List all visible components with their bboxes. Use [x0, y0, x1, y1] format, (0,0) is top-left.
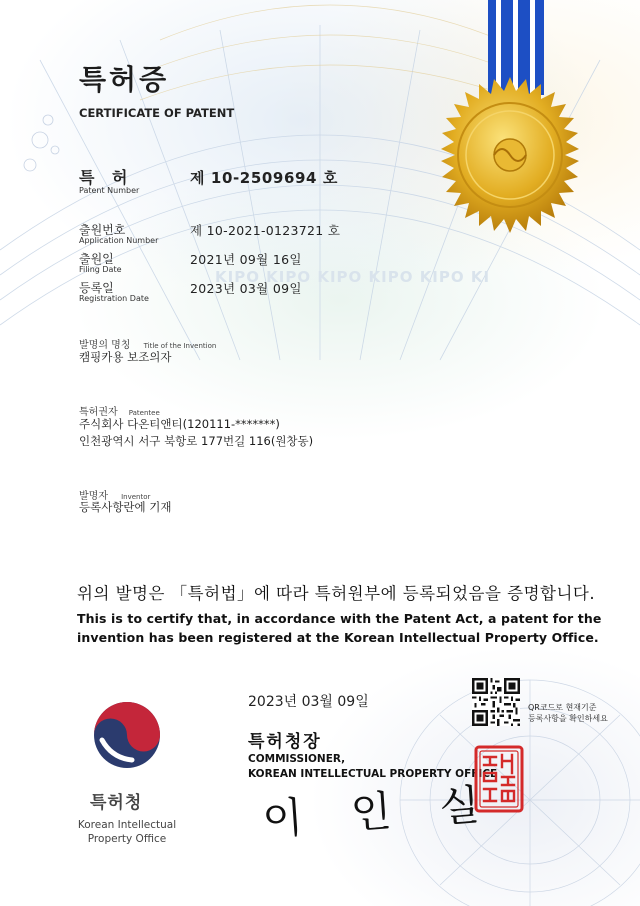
patent-number-value: 제 10-2509694 호 — [190, 169, 338, 187]
application-number-label: 출원번호 — [79, 223, 126, 237]
patent-number-label-en: Patent Number — [79, 186, 140, 195]
gold-seal-icon — [430, 75, 590, 235]
issue-date: 2023년 03월 09일 — [248, 694, 369, 710]
patent-number-label: 특 허 — [79, 168, 134, 187]
office-name-en-line2: Property Office — [87, 833, 167, 845]
patentee-label: 특허권자 — [79, 407, 118, 418]
commissioner-title-ko: 특허청장 — [248, 732, 322, 752]
commissioner-title-en-line1: COMMISSIONER, — [248, 753, 346, 765]
filing-date-value: 2021년 09월 16일 — [190, 252, 302, 267]
filing-date-label: 출원일 — [79, 252, 114, 266]
certificate-subtitle: CERTIFICATE OF PATENT — [79, 106, 235, 120]
invention-title: 캠핑카용 보조의자 — [79, 350, 172, 364]
office-name-ko: 특허청 — [90, 793, 143, 813]
registration-date-label: 등록일 — [79, 281, 114, 295]
kipo-logo-icon — [92, 700, 162, 770]
registration-date-value: 2023년 03월 09일 — [190, 281, 302, 296]
certificate-title: 특허증 — [79, 63, 170, 96]
inventor-value: 등록사항란에 기재 — [79, 500, 172, 514]
certification-text-en-line1: This is to certify that, in accordance with the Patent Act, a patent for the — [77, 611, 602, 626]
signature: 이인실 — [260, 776, 530, 845]
invention-label: 발명의 명칭 — [79, 340, 131, 351]
certification-text-ko: 위의 발명은 「특허법」에 따라 특허원부에 등록되었음을 증명합니다. — [77, 584, 596, 603]
patentee-address: 인천광역시 서구 북항로 177번길 116(원창동) — [79, 434, 314, 448]
commissioner-title-en-line2: KOREAN INTELLECTUAL PROPERTY OFFICE — [248, 768, 498, 780]
invention-label-en: Title of the Invention — [143, 342, 217, 350]
filing-date-label-en: Filing Date — [79, 265, 122, 274]
application-number-value: 제 10-2021-0123721 호 — [190, 223, 341, 238]
qr-note-line1: QR코드로 현재기준 — [528, 703, 597, 712]
registration-date-label-en: Registration Date — [79, 294, 149, 303]
qr-note-line2: 등록사항을 확인하세요 — [528, 714, 608, 723]
qr-code-icon[interactable] — [472, 678, 520, 726]
official-seal-stamp — [474, 745, 524, 813]
patentee-name: 주식회사 다온티앤티(120111-*******) — [79, 417, 280, 431]
patentee-label-en: Patentee — [128, 409, 160, 417]
application-number-label-en: Application Number — [79, 236, 159, 245]
inventor-label: 발명자 — [79, 491, 108, 502]
kipo-watermark: KIPO KIPO KIPO KIPO KIPO KI — [215, 268, 491, 286]
certification-text-en-line2: invention has been registered at the Korean Intellectual Property Office. — [77, 630, 599, 645]
inventor-label-en: Inventor — [121, 493, 151, 501]
office-name-en-line1: Korean Intellectual — [77, 819, 177, 831]
